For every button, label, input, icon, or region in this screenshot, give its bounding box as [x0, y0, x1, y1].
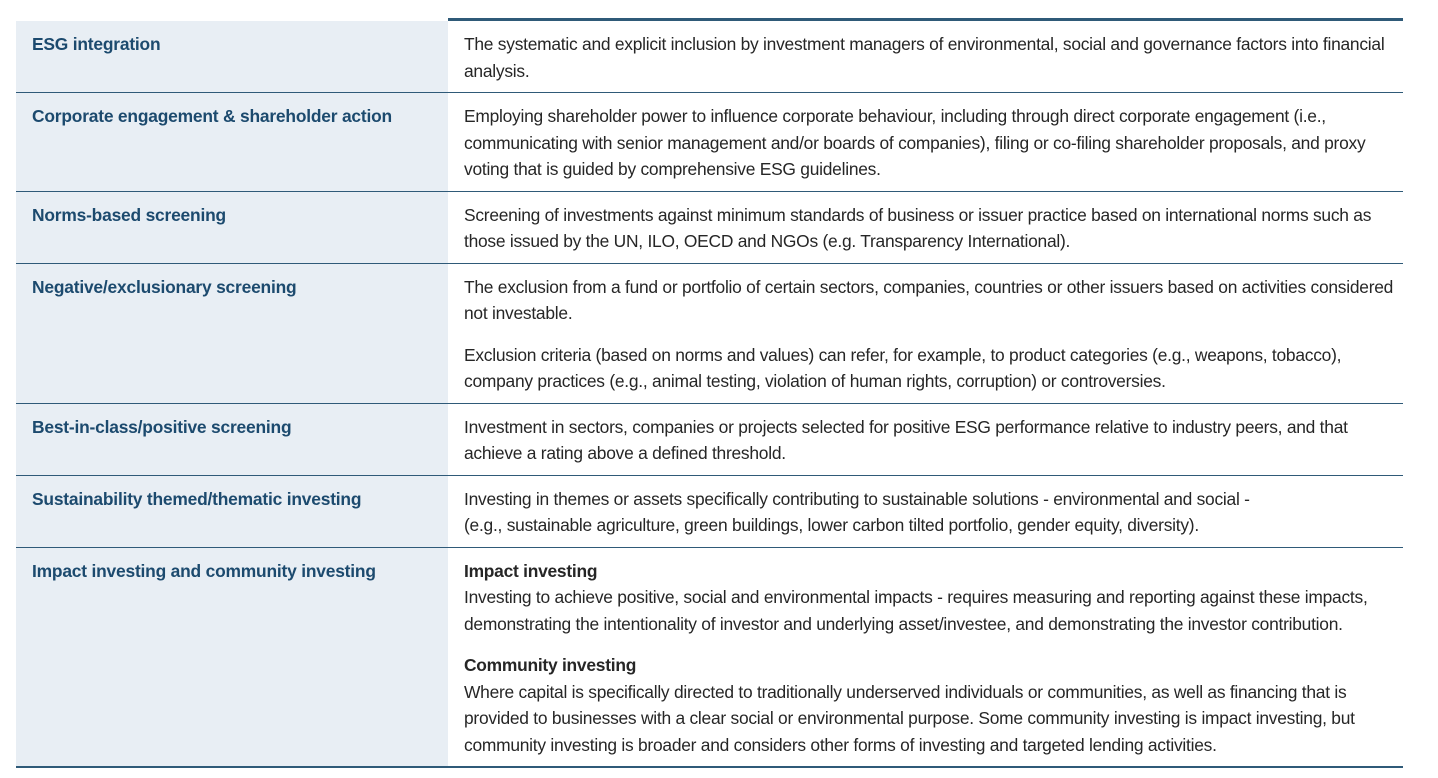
definition-cell: [448, 404, 1403, 475]
definition-text: The exclusion from a fund or portfolio of certain sectors, companies, countries or other issuers based on activities considered not investable.: [464, 276, 1394, 323]
table-row: [16, 476, 1403, 548]
definition-cell: [448, 476, 1403, 547]
term-cell: ESG integration: [16, 21, 448, 92]
table-row: [16, 21, 1403, 93]
table-row: [16, 192, 1403, 264]
definition-text: Investing in themes or assets specifically contributing to sustainable solutions - environmental and social -: [464, 488, 1250, 509]
term-cell: Best-in-class/positive screening: [16, 404, 448, 475]
term-cell: Impact investing and community investing: [16, 548, 448, 767]
term-cell: Sustainability themed/thematic investing: [16, 476, 448, 547]
definition-text: Investing to achieve positive, social and environmental impacts - requires measuring and reporting against these impacts, demonstrating the intentionality of investor and underlying asset/investee, and demonstrating the investor contribution.: [464, 587, 1368, 634]
definition-text: The systematic and explicit inclusion by investment managers of environmental, social and governance factors into financial analysis.: [464, 34, 1385, 81]
definition-text: Exclusion criteria (based on norms and values) can refer, for example, to product categories (e.g., weapons, tobacco), company practices (e.g., animal testing, violation of human rights, corruption) or controversies.: [464, 344, 1342, 391]
definition-text: (e.g., sustainable agriculture, green buildings, lower carbon tilted portfolio, gender equity, diversity).: [464, 515, 1199, 535]
subheading: Impact investing: [464, 560, 598, 581]
impact-investing-block: [464, 558, 1399, 638]
definition-text: Screening of investments against minimum standards of business or issuer practice based on international norms such as those issued by the UN, ILO, OECD and NGOs (e.g. Transparency International).: [464, 204, 1372, 251]
term-cell: Norms-based screening: [16, 192, 448, 263]
term-cell: Corporate engagement & shareholder action: [16, 93, 448, 191]
definition-cell: [448, 548, 1403, 767]
definition-cell: [448, 264, 1403, 403]
esg-strategies-table: [16, 18, 1403, 768]
community-investing-block: [464, 652, 1399, 758]
definition-text: Where capital is specifically directed to traditionally underserved individuals or communities, as well as financing that is provided to businesses with a clear social or environmental purpose. Some community investing is impact investing, but community investing is broader and considers other forms of investing and targeted lending activities.: [464, 681, 1355, 755]
definition-cell: [448, 21, 1403, 92]
subheading: Community investing: [464, 655, 637, 675]
term-cell: Negative/exclusionary screening: [16, 264, 448, 403]
table-row: [16, 548, 1403, 769]
definition-text: Employing shareholder power to influence corporate behaviour, including through direct corporate engagement (i.e., communicating with senior management and/or boards of companies), filing or co-filing shareholder proposals, and proxy voting that is guided by comprehensive ESG guidelines.: [464, 106, 1366, 179]
table-row: [16, 404, 1403, 476]
table-row: [16, 93, 1403, 192]
definition-text: Investment in sectors, companies or projects selected for positive ESG performance relative to industry peers, and that achieve a rating above a defined threshold.: [464, 416, 1348, 463]
definition-cell: [448, 93, 1403, 191]
table-row: [16, 264, 1403, 404]
definition-cell: [448, 192, 1403, 263]
